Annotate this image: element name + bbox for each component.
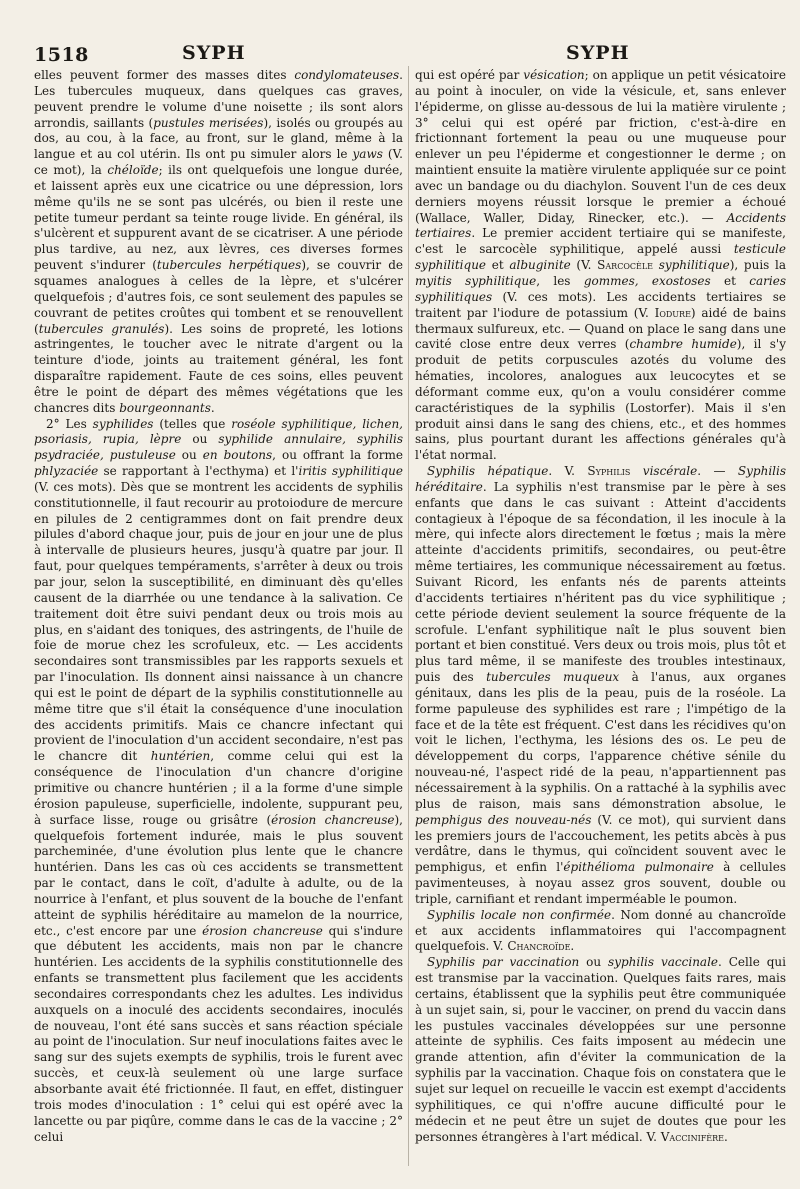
text-run: qui est opéré par bbox=[415, 68, 524, 82]
term-hunterien: huntérien bbox=[150, 749, 211, 764]
text-run: . Le premier accident tertiaire qui se manifeste, c'est le sarcocèle syphilitique, appelé aussi bbox=[415, 226, 786, 257]
term-syphilide-annulaire: syphilide annulaire, syphilis psydraciée, pustuleuse bbox=[34, 432, 403, 463]
text-run: ), se couvrir de squames analogues à celles de la lèpre, et s'ulcérer quelquefois ; d'autres fois, ce sont seulement des papules se couvrant de petites croûtes qui tombent et se renouvellent ( bbox=[34, 258, 403, 336]
xref-syphilis: Syphilis bbox=[587, 464, 631, 479]
xref-iodure: Iodure bbox=[654, 305, 691, 320]
term-yaws: yaws bbox=[352, 147, 383, 162]
term-accidents-tertiaires: Accidents tertiaires bbox=[415, 210, 786, 241]
term-testicule-syphilitique: testicule syphilitique bbox=[415, 242, 786, 273]
page-number: 1518 bbox=[34, 44, 89, 66]
text-run: ; ils ont quelquefois une longue durée, et laissent après eux une cicatrice ou une dépression, lors même qu'ils ne se sont pas ulcérés, ou bien il reste une petite tumeur perdant sa teinte rouge livide. En général, ils s'ulcèrent et suppurent avant de se cicatriser. A une période plus tardive, au nez, aux lèvres, ces diverses formes peuvent s'indurer ( bbox=[34, 163, 403, 273]
term-cheloide: chéloïde bbox=[107, 163, 159, 178]
text-run: ou bbox=[175, 448, 203, 463]
term-tubercules-muqueux: tubercules muqueux bbox=[486, 670, 620, 685]
text-run: ). Les soins de propreté, les lotions astringentes, le toucher avec le nitrate d'argent ou la teinture d'iode, joints au traitement général, les font disparaître rapidement. Faute de ces soins, elles peuvent être le point de départ des mêmes végétations que les chancres dits bbox=[34, 321, 403, 415]
term-vesication: vésication bbox=[523, 68, 585, 82]
text-run: . bbox=[210, 400, 215, 415]
text-run: ), quelquefois fortement indurée, mais le plus souvent parcheminée, d'une évolution plus lente que le chancre huntérien. Dans les cas où ces accidents se transmettent par le contact, dans le coït, d'adulte à adulte, ou de la nourrice à l'enfant, et plus souvent de la bouche de l'enfant atteint de syphilis héréditaire au mamelon de la nourrice, etc., c'est encore par une bbox=[34, 812, 403, 938]
text-run: ou bbox=[181, 432, 219, 447]
text-run: ), isolés ou groupés au dos, au cou, à la face, au front, sur le gland, même à la langue et au col utérin. Ils ont pu simuler alors le bbox=[34, 115, 404, 162]
text-run: ou bbox=[579, 955, 609, 970]
xref-chancroide: Chancroïde bbox=[507, 939, 571, 954]
term-gommes-exostoses: gommes, exostoses bbox=[583, 273, 711, 288]
text-run: ), puis la bbox=[729, 258, 786, 273]
term-condylomateuses: condylomateuses bbox=[294, 68, 400, 82]
text-run: ; on applique un petit vésicatoire au point à inoculer, on vide la vésicule, et, sans enlever l'épiderme, on glisse au-dessous de lui la matière virulente ; 3° celui qui est opéré par friction, c'est-à-dire en frictionnant fortement la peau ou une muqueuse pour enlever un peu l'épiderme et congestionner le derme ; on maintient ensuite la matière virulente appliquée sur ce point avec un bandage ou du diachylon. Souvent l'un de ces deux derniers moyens réussit lorsque le premier a échoué (Wallace, Waller, Diday, Rinecker, etc.). — bbox=[415, 68, 786, 225]
term-en-boutons: en boutons bbox=[202, 448, 273, 463]
paragraph-inoculation-tertiaires bbox=[415, 68, 786, 464]
entry-syphilis-par-vaccination: Syphilis par vaccination bbox=[427, 955, 580, 970]
term-roseole-list: roséole syphilitique, lichen, psoriasis, rupia, lèpre bbox=[34, 416, 403, 447]
text-run: se rapportant à l'ecthyma) et l' bbox=[98, 464, 299, 479]
text-run: . Les tubercules muqueux, dans quelques cas graves, peuvent prendre le volume d'une noisette ; ils sont alors arrondis, saillants ( bbox=[34, 68, 403, 130]
text-run: à l'anus, aux organes génitaux, dans les plis de la peau, puis de la roséole. La forme papuleuse des syphilides est rare ; l'impétigo de la face et de la tête est fréquent. C'est dans les récidives qu'on voit le lichen, l'ecthyma, les lésions des os. Le peu de développement du corps, l'apparence chétive sénile du nouveau-né, l'aspect ridé de la peau, n'appartiennent pas nécessairement à la syphilis. On a rattaché à la syphilis avec plus de raison, mais sans démonstration absolue, le bbox=[415, 670, 786, 811]
term-syphilides: syphilides bbox=[92, 416, 154, 431]
text-run: et bbox=[486, 258, 510, 273]
term-erosion-chancreuse-2: érosion chancreuse bbox=[202, 923, 323, 938]
running-head-right: SYPH bbox=[566, 42, 630, 64]
text-run: (V. ces mots). Dès que se montrent les accidents de syphilis constitutionnelle, il faut recourir au protoiodure de mercure en pilules de 2 centigrammes dont on fait prendre deux pilules d'abord chaque jour, puis de jour en jour une de plus à intervalle de plusieurs heures, jusqu'à quatre par jour. Il faut, pour quelques tempéraments, s'arrêter à deux ou trois par jour, selon la susceptibilité, en diminuant dès qu'elles causent de la diarrhée ou une tendance à la salivation. Ce traitement doit être suivi pendant deux ou trois mois au plus, en s'aidant des toniques, des astringents, de l'huile de foie de morue chez les scrofuleux, etc. — Les accidents secondaires sont transmissibles par les rapports sexuels et par l'inoculation. Ils donnent ainsi naissance à un chancre qui est le point de départ de la syphilis constitutionnelle au même titre que s'il était la conséquence d'une inoculation des accidents primitifs. Mais ce chancre infectant qui provient de l'inoculation d'un accident secondaire, n'est pas le chancre dit bbox=[34, 479, 403, 764]
text-run: , comme celui qui est la conséquence de l'inoculation d'un chancre d'origine primitive ou chancre huntérien ; il a la forme d'une simple érosion papuleuse, superficielle, indolente, suppurant peu, à surface lisse, rouge ou grisâtre ( bbox=[34, 749, 403, 827]
paragraph-syphilis-vaccinale bbox=[415, 955, 786, 1145]
text-run: , ou offrant la forme bbox=[272, 448, 403, 463]
term-erosion-chancreuse: érosion chancreuse bbox=[271, 812, 395, 827]
term-caries-syphilitiques: caries syphilitiques bbox=[415, 273, 786, 304]
term-pustules-merisees: pustules merisées bbox=[153, 115, 264, 130]
term-myitis-syphilitique: myitis syphilitique bbox=[415, 273, 537, 288]
xref-vaccinifere: Vaccinifère bbox=[660, 1129, 725, 1144]
entry-syphilis-vaccinale: syphilis vaccinale bbox=[608, 955, 719, 970]
text-run: ), il s'y produit de petits corpuscules azotés du volume des hématies, incolores, analogues aux leucocytes et se déformant comme eux, qu'on a voulu considérer comme caractéristiques de la syphilis (Lostorfer). Mais il s'en produit ainsi dans le sang des chiens, etc., et des hommes sains, plus pourtant durant les affections générales qu'à l'état normal. bbox=[415, 337, 786, 463]
xref-viscerale: viscérale bbox=[642, 464, 698, 479]
term-tubercules-granules: tubercules granulés bbox=[38, 321, 165, 336]
right-column bbox=[415, 68, 786, 1145]
text-run bbox=[630, 464, 642, 478]
entry-syphilis-hepatique: Syphilis hépatique bbox=[427, 464, 549, 479]
term-chambre-humide: chambre humide bbox=[629, 337, 737, 352]
paragraph-syphilis-locale bbox=[415, 908, 786, 956]
term-tubercules-herpetiques: tubercules herpétiques bbox=[156, 258, 302, 273]
text-run: . Nom donné au chancroïde et aux accidents inflammatoires qui l'accompagnent quelquefois. V. bbox=[415, 907, 786, 954]
text-run: à cellules pavimenteuses, à noyau assez gros souvent, double ou triple, carnifiant et rendant imperméable le poumon. bbox=[415, 860, 786, 906]
paragraph-tubercules-muqueux bbox=[34, 68, 403, 417]
left-column bbox=[34, 68, 403, 1145]
term-iritis-syphilitique: iritis syphilitique bbox=[298, 464, 404, 479]
term-pemphigus: pemphigus des nouveau-nés bbox=[415, 812, 592, 827]
text-run: elles peuvent former des masses dites bbox=[34, 68, 295, 82]
text-run: (V. ce mot), qui survient dans les premiers jours de l'accouchement, les petits abcès à pus verdâtre, dans le thymus, qui coïncident souvent avec le pemphigus, et enfin l' bbox=[415, 812, 786, 875]
text-run: . bbox=[724, 1129, 728, 1144]
entry-syphilis-locale: Syphilis locale non confirmée bbox=[427, 907, 612, 922]
term-bourgeonnants: bourgeonnants bbox=[119, 400, 211, 415]
text-run: . V. bbox=[548, 464, 588, 479]
text-run: qui s'indure que débutent les accidents, mais non par le chancre huntérien. Les accidents de la syphilis constitutionnelle des enfants se transmettent plus facilement que les accidents secondaires correspondants chez les adultes. Les individus auxquels on a inoculé des accidents secondaires, inoculés de nouveau, l'ont été sans succès et sans réaction spéciale au point de l'inoculation. Sur neuf inoculations faites avec le sang sur des sujets exempts de syphilis, trois le furent avec succès, et ceux-là seulement où une large surface absorbante avait été frictionnée. Il faut, en effet, distinguer trois modes d'inoculation : 1° celui qui est opéré avec la lancette ou par piqûre, comme dans le cas de la vaccine ; 2° celui bbox=[34, 923, 403, 1144]
column-divider bbox=[408, 66, 409, 1166]
text-run: et bbox=[710, 273, 750, 288]
text-run: . bbox=[570, 939, 575, 954]
xref-sarcocele: Sarcocèle bbox=[597, 258, 653, 273]
entry-syphilis-hereditaire: Syphilis héréditaire bbox=[415, 464, 786, 494]
text-run: . Celle qui est transmise par la vaccination. Quelques faits rares, mais certains, établissent que la syphilis peut être communiquée à un sujet sain, si, pour le vacciner, on prend du vaccin dans les pustules vaccinales développées sur une personne atteinte de syphilis. Ces faits imposent au médecin une grande attention, afin d'éviter la communication de la syphilis par la vaccination. Chaque fois on constatera que le sujet sur lequel on recueille le vaccin est exempt d'accidents syphilitiques, ce qui n'offre aucune difficulté pour le médecin et ne peut être un sujet de doutes que pour les personnes étrangères à l'art médical. V. bbox=[415, 955, 786, 1144]
text-run: 2° Les bbox=[46, 416, 93, 431]
text-run: (V. bbox=[570, 258, 598, 273]
term-epithelioma-pulmonaire: épithélioma pulmonaire bbox=[563, 860, 714, 875]
term-albuginite: albuginite bbox=[509, 258, 571, 273]
running-head-left: SYPH bbox=[182, 42, 246, 64]
text-run: . — bbox=[697, 464, 738, 479]
xref-syphilitique: syphilitique bbox=[658, 258, 730, 273]
term-phlyzaciee: phlyzaciée bbox=[34, 464, 99, 479]
text-run: . La syphilis n'est transmise par le père à ses enfants que dans le cas suivant : Atteint d'accidents contagieux à l'époque de sa fécondation, il les inocule à la mère, qui infecte alors directement le fœtus ; mais la mère atteinte d'accidents primitifs, secondaires, ou peut-être même tertiaires, les communique nécessairement au fœtus. Suivant Ricord, les enfants nés de parents atteints d'accidents tertiaires n'héritent pas du vice syphilitique ; cette période devient seulement la source fréquente de la scrofule. L'enfant syphilitique naît le plus souvent bien portant et bien constitué. Vers deux ou trois mois, plus tôt et plus tard même, il se manifeste des troubles intestinaux, puis des bbox=[415, 479, 786, 685]
text-run: (telles que bbox=[153, 416, 232, 431]
paragraph-syphilis-hereditaire bbox=[415, 464, 786, 908]
text-run: (V. ce mot), la bbox=[34, 147, 403, 178]
text-run: ) aidé de bains thermaux sulfureux, etc. — Quand on place le sang dans une cavité close entre deux verres ( bbox=[415, 305, 786, 352]
text-run: , les bbox=[536, 273, 584, 288]
text-run: (V. ces mots). Les accidents tertiaires se traitent par l'iodure de potassium (V. bbox=[415, 289, 786, 320]
paragraph-syphilides bbox=[34, 417, 403, 1146]
